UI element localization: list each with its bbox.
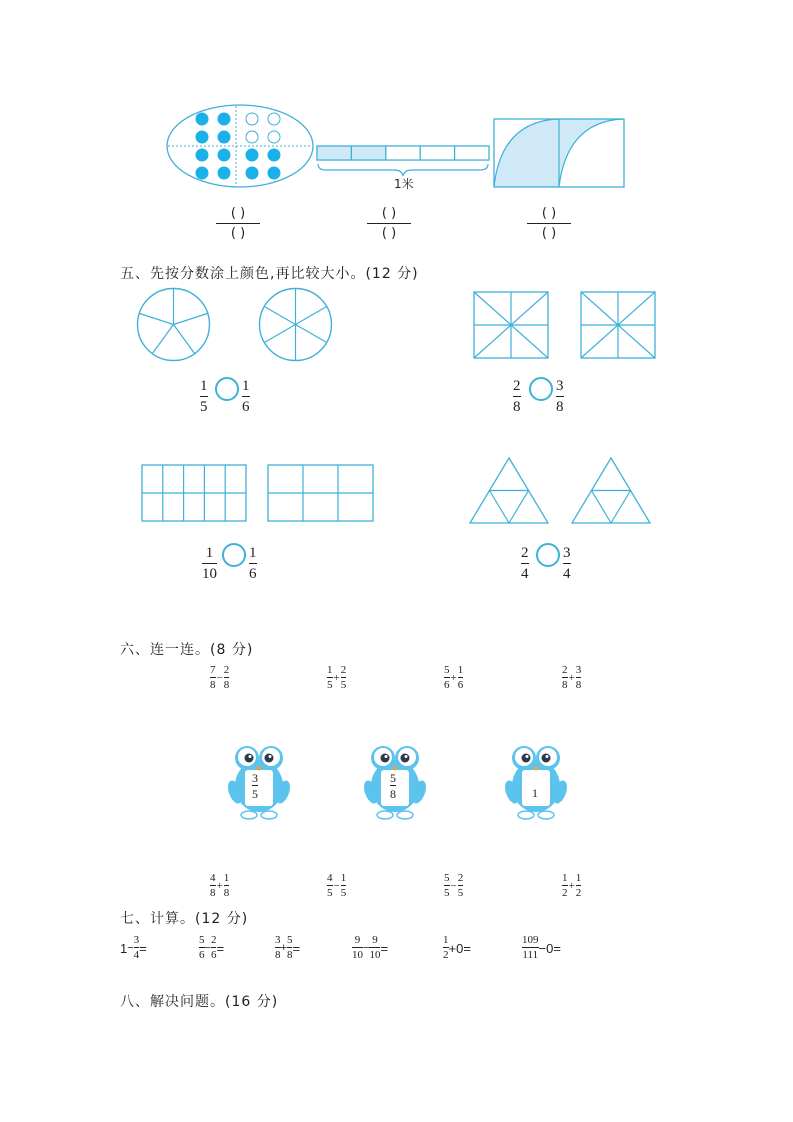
blank-bottom: ( ): [381, 226, 397, 241]
filled-dot: [246, 149, 258, 161]
bottom-expression[interactable]: $\frac{4}{5}$ − $\frac{1}{5}$: [327, 872, 347, 899]
owl-icon: [228, 742, 290, 822]
answer-blank-2[interactable]: [367, 206, 411, 241]
top-expression[interactable]: $\frac{2}{8}$ + $\frac{3}{8}$: [562, 664, 582, 691]
top-expression[interactable]: $\frac{7}{8}$ − $\frac{2}{8}$: [210, 664, 230, 691]
filled-dot: [196, 131, 208, 143]
fraction: 1 6: [249, 545, 257, 582]
empty-dot: [268, 113, 280, 125]
empty-dot: [268, 131, 280, 143]
circle-6-parts[interactable]: [258, 287, 333, 362]
filled-dot: [268, 149, 280, 161]
strip-segment: [455, 146, 489, 160]
section7-heading: 七、计算。(12 分): [120, 911, 249, 927]
filled-dot: [218, 149, 230, 161]
owl-icon: [505, 742, 567, 822]
calc-item-6[interactable]: $\frac{109}{111}$ −0=: [522, 934, 561, 961]
answer-blank-3[interactable]: [527, 206, 571, 241]
calc-item-5[interactable]: $\frac{1}{2}$ +0=: [443, 934, 471, 961]
empty-dot: [246, 113, 258, 125]
fraction: 1 6: [242, 378, 250, 415]
calc-item-3[interactable]: $\frac{3}{8}$ + $\frac{5}{8}$ =: [275, 934, 301, 961]
filled-dot: [196, 149, 208, 161]
filled-dot: [218, 167, 230, 179]
blank-bottom: ( ): [541, 226, 557, 241]
mascot-fraction: 3 5: [252, 771, 258, 801]
strip-segment: [351, 146, 385, 160]
section6-heading: 六、连一连。(8 分): [120, 642, 254, 658]
owl-mascot-1[interactable]: [228, 742, 290, 822]
calc-item-1[interactable]: 1 − $\frac{3}{4}$ =: [120, 934, 147, 961]
compare-circle[interactable]: [215, 377, 239, 401]
calc-item-4[interactable]: $\frac{9}{10}$ − $\frac{9}{10}$ =: [352, 934, 389, 961]
owl-mascot-2[interactable]: [364, 742, 426, 822]
filled-dot: [196, 113, 208, 125]
mascot-fraction: 5 8: [390, 771, 396, 801]
compare-circle[interactable]: [529, 377, 553, 401]
meter-label: 1米: [394, 177, 414, 191]
circle-5-parts[interactable]: [136, 287, 211, 362]
fraction: 1 10: [202, 545, 217, 582]
filled-dot: [218, 113, 230, 125]
strip-segment: [420, 146, 454, 160]
compare-circle[interactable]: [222, 543, 246, 567]
fraction: 3 4: [563, 545, 571, 582]
fraction: 1 5: [200, 378, 208, 415]
empty-dot: [246, 131, 258, 143]
triangle-4-parts-b[interactable]: [571, 457, 651, 524]
compare-circle[interactable]: [536, 543, 560, 567]
fraction: 2 4: [521, 545, 529, 582]
square-8-parts-b[interactable]: [580, 291, 656, 359]
blank-top: ( ): [230, 206, 246, 221]
owl-mascot-3[interactable]: [505, 742, 567, 822]
rect-10-parts[interactable]: [141, 464, 247, 522]
section5-heading: 五、先按分数涂上颜色,再比较大小。(12 分): [120, 266, 419, 282]
calc-item-2[interactable]: $\frac{5}{6}$ − $\frac{2}{6}$ =: [199, 934, 225, 961]
bottom-expression[interactable]: $\frac{5}{5}$ − $\frac{2}{5}$: [444, 872, 464, 899]
triangle-4-parts-a[interactable]: [469, 457, 549, 524]
strip-segment: [317, 146, 351, 160]
top-expression[interactable]: $\frac{5}{6}$ + $\frac{1}{6}$: [444, 664, 464, 691]
filled-dot: [196, 167, 208, 179]
section8-heading: 八、解决问题。(16 分): [120, 994, 279, 1010]
blank-top: ( ): [381, 206, 397, 221]
blank-bottom: ( ): [230, 226, 246, 241]
mascot-whole: 1: [532, 786, 538, 800]
top-expression[interactable]: $\frac{1}{5}$ + $\frac{2}{5}$: [327, 664, 347, 691]
filled-dot: [268, 167, 280, 179]
square-quarter-figure: [493, 118, 625, 188]
fraction: 3 8: [556, 378, 564, 415]
answer-blank-1[interactable]: [216, 206, 260, 241]
bottom-expression[interactable]: $\frac{4}{8}$ + $\frac{1}{8}$: [210, 872, 230, 899]
filled-dot: [246, 167, 258, 179]
blank-top: ( ): [541, 206, 557, 221]
filled-dot: [218, 131, 230, 143]
strip-segment: [386, 146, 420, 160]
fraction: 2 8: [513, 378, 521, 415]
square-8-parts-a[interactable]: [473, 291, 549, 359]
dot-grid-figure: [165, 103, 315, 189]
bottom-expression[interactable]: $\frac{1}{2}$ + $\frac{1}{2}$: [562, 872, 582, 899]
rect-6-parts[interactable]: [267, 464, 374, 522]
